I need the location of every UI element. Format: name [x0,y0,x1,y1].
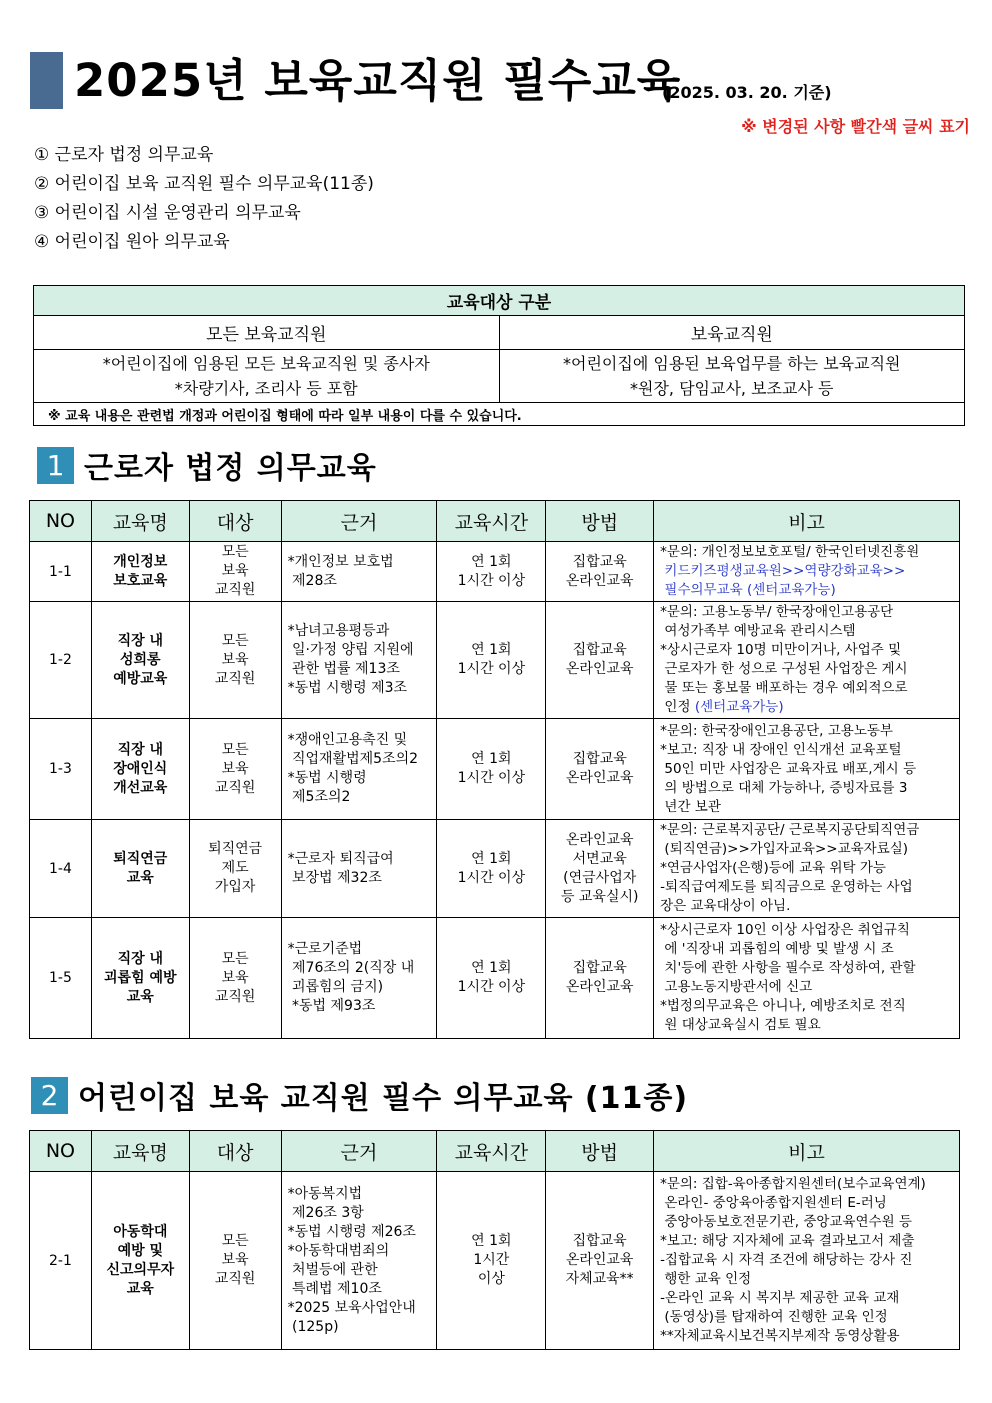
legal-basis-line: *남녀고용평등과 [287,623,390,639]
course-name-line: 보호교육 [113,572,168,589]
note-line: *문의: 한국장애인고용공단, 고용노동부 [660,722,893,739]
course-time [437,719,546,820]
legal-basis-line: 제5조의2 [287,789,351,805]
course-name-line: 개인정보 [113,553,168,570]
course-method [546,820,654,918]
note-line: 고용노동지방관서에 신고 [660,979,813,995]
course-time-line: 연 1회 [471,850,512,867]
row-number: 1-5 [30,918,92,1039]
course-time-line: 연 1회 [471,642,512,658]
course-time-line: 이상 [477,1271,505,1287]
table-row [30,820,960,918]
note-line: 중앙아동보호전문기관, 중앙교육연수원 등 [660,1214,912,1230]
col-header-target: 대상 [189,1131,281,1172]
legal-basis-line: 관한 법률 제13조 [287,661,400,677]
legal-basis-line: 보장법 제32조 [287,869,382,886]
note-line: *연금사업자(은행)등에 교육 위탁 가능 [660,860,886,876]
course-name-line: 성희롱 [120,651,161,668]
course-name [91,918,189,1039]
note-line: 치'등에 관한 사항을 필수로 작성하여, 관할 [660,960,916,976]
row-number: 1-1 [30,542,92,602]
course-note [654,602,960,719]
legal-basis-line: 제28조 [287,572,337,589]
target-right-line: *어린이집에 임용된 보육업무를 하는 보육교직원 [563,354,901,373]
note-line: -퇴직급여제도를 퇴직금으로 운영하는 사업 [660,879,913,895]
note-line: *상시근로자 10인 이상 사업장은 취업규칙 [660,922,910,938]
course-target-line: 보육 [221,969,249,986]
reference-date: (2025. 03. 20. 기준) [662,83,832,102]
section2-number: 2 [31,1077,68,1114]
note-line: *보고: 직장 내 장애인 인식개선 교육포털 [660,741,902,758]
course-target-line: 보육 [221,651,249,668]
course-target-line: 교직원 [214,988,256,1005]
note-line: 근로자가 한 성으로 구성된 사업장은 게시 [660,661,908,677]
course-time-line: 연 1회 [471,553,512,570]
table-row [30,719,960,820]
col-header-note: 비고 [654,501,960,542]
table-row [30,602,960,719]
course-name-line: 신고의무자 [106,1261,175,1278]
course-target [189,820,281,918]
course-method-line: 집합교육 [572,1233,627,1249]
course-time-line: 1시간 이상 [457,869,526,886]
col-header-no: NO [30,1131,92,1172]
page-title: 2025년 보육교직원 필수교육 [74,54,682,107]
course-target-line: 교직원 [214,582,256,598]
note-line: *문의: 고용노동부/ 한국장애인고용공단 [660,604,894,620]
legal-basis-line: 일·가정 양립 지원에 [287,642,414,658]
note-line: *문의: 개인정보보호포털/ 한국인터넷진흥원 [660,544,920,560]
course-time-line: 1시간 이상 [457,979,526,995]
course-target-line: 교직원 [214,670,256,687]
note-line: 필수의무교육 (센터교육가능) [660,582,836,598]
course-name-line: 직장 내 [117,950,164,967]
course-method-line: (연금사업자 [563,869,637,886]
course-name-line: 교육 [126,869,154,886]
course-method-line: 온라인교육 [565,572,634,589]
course-method-line: 온라인교육 [565,831,634,848]
section2-table [29,1130,960,1350]
col-header-method: 방법 [546,501,654,542]
course-target-line: 보육 [221,563,249,579]
col-header-name: 교육명 [91,501,189,542]
note-line: *문의: 근로복지공단/ 근로복지공단퇴직연금 [660,822,920,838]
target-left-line: *차량기사, 조리사 등 포함 [174,379,358,398]
course-method [546,602,654,719]
course-name-line: 장애인식 [113,760,168,777]
course-target-line: 제도 [221,860,249,876]
col-header-time: 교육시간 [437,501,546,542]
legal-basis [281,820,437,918]
toc-item: ① 근로자 법정 의무교육 [34,145,214,165]
legal-basis-line: *동법 시행령 [287,770,367,786]
course-method-line: 서면교육 [572,850,627,867]
course-target [189,1172,281,1350]
note-line: *상시근로자 10명 미만이거나, 사업주 및 [660,642,902,658]
course-time [437,1172,546,1350]
course-name-line: 아동학대 [113,1223,168,1240]
course-target-line: 보육 [221,760,249,777]
section1-number: 1 [37,447,74,484]
legal-basis [281,1172,437,1350]
legal-basis-line: 직업재활법제5조의2 [287,751,419,767]
legal-basis-line: *동법 제93조 [287,998,376,1014]
legal-basis-line: 특례법 제10조 [287,1280,382,1297]
section2-heading [31,1073,688,1117]
note-line: 인정 (센터교육가능) [660,699,784,715]
legal-basis-line: *근로기준법 [287,941,363,957]
note-line: 50인 미만 사업장은 교육자료 배포,게시 등 [660,760,917,777]
course-target-line: 교직원 [214,1271,256,1287]
course-time [437,542,546,602]
legal-basis-line: *쟁애인고용촉진 및 [287,732,408,748]
course-method-line: 집합교육 [572,553,627,570]
section2-rows [30,1172,960,1350]
course-name-line: 교육 [126,988,154,1005]
course-target [189,542,281,602]
legal-basis-line: *동법 시행령 제26조 [287,1223,416,1240]
note-line: *문의: 집합-육아종합지원센터(보수교육연계) [660,1176,926,1192]
section1-title: 근로자 법정 의무교육 [84,451,377,486]
course-name [91,602,189,719]
course-time [437,602,546,719]
legal-basis-line: *동법 시행령 제3조 [287,680,408,696]
section1-rows [30,542,960,1039]
course-target-line: 교직원 [214,779,256,796]
target-left-header: 모든 보육교직원 [34,316,500,350]
target-table-note: ※ 교육 내용은 관련법 개정과 어린이집 형태에 따라 일부 내용이 다를 수 있습니다. [34,403,965,426]
legal-basis [281,719,437,820]
row-number: 1-3 [30,719,92,820]
note-line: 원 대상교육실시 검토 필요 [660,1017,821,1033]
target-right-line: *원장, 담임교사, 보조교사 등 [630,379,834,398]
note-line: *법정의무교육은 아니나, 예방조치로 전직 [660,998,906,1014]
course-name-line: 퇴직연금 [113,850,168,867]
toc-list [34,141,374,257]
course-target [189,918,281,1039]
legal-basis [281,602,437,719]
course-name [91,542,189,602]
col-header-basis: 근거 [281,1131,437,1172]
note-line: 의 방법으로 대체 가능하나, 증빙자료를 3 [660,779,908,796]
legal-basis-line: 제26조 3항 [287,1204,364,1221]
course-name-line: 직장 내 [117,632,164,649]
course-method-line: 온라인교육 [565,979,634,995]
toc-item: ② 어린이집 보육 교직원 필수 의무교육(11종) [34,174,374,194]
legal-basis-line: *아동복지법 [287,1185,363,1202]
course-note [654,820,960,918]
legal-basis-line: *개인정보 보호법 [287,553,394,570]
legal-basis-line: *아동학대범죄의 [287,1242,390,1259]
course-target-line: 모든 [221,950,249,967]
note-line: **자체교육시보건복지부제작 동영상활용 [660,1328,900,1344]
note-line: -집합교육 시 자격 조건에 해당하는 강사 진 [660,1252,913,1268]
course-method-line: 등 교육실시) [560,888,639,905]
section1-heading [37,443,377,487]
col-header-note: 비고 [654,1131,960,1172]
section1-table [29,500,960,1039]
course-method-line: 자체교육** [565,1271,634,1287]
legal-basis [281,918,437,1039]
course-target-line: 모든 [221,1233,249,1249]
course-method [546,542,654,602]
course-time-line: 연 1회 [471,751,512,767]
course-name [91,719,189,820]
toc-item: ④ 어린이집 원아 의무교육 [34,232,230,252]
row-number: 2-1 [30,1172,92,1350]
course-target [189,602,281,719]
note-line: (퇴직연금)>>가입자교육>>교육자료실) [660,841,909,857]
table-row [30,918,960,1039]
target-left-line: *어린이집에 임용된 모든 보육교직원 및 종사자 [102,354,430,373]
course-target [189,719,281,820]
course-target-line: 가입자 [214,879,256,895]
course-time [437,820,546,918]
note-line: 행한 교육 인정 [660,1271,752,1287]
row-number: 1-4 [30,820,92,918]
course-name-line: 개선교육 [113,779,168,796]
target-table-title: 교육대상 구분 [34,286,965,316]
note-line: 온라인- 중앙육아종합지원센터 E-러닝 [660,1195,887,1211]
course-name-line: 직장 내 [117,741,164,758]
course-method-line: 온라인교육 [565,661,634,677]
change-note: ※ 변경된 사항 빨간색 글씨 표기 [741,117,970,136]
course-time-line: 연 1회 [471,1233,512,1249]
course-name-line: 괴롭힘 예방 [104,969,177,986]
course-target-line: 모든 [221,741,249,758]
course-time-line: 연 1회 [471,960,512,976]
course-name-line: 예방교육 [113,670,168,687]
course-name-line: 예방 및 [117,1242,164,1259]
course-note [654,1172,960,1350]
note-line: (동영상)를 탑재하여 진행한 교육 인정 [660,1309,888,1325]
note-line: 년간 보관 [660,798,721,815]
course-time [437,918,546,1039]
note-line: 여성가족부 예방교육 관리시스템 [660,623,856,639]
note-line: *보고: 해당 지자체에 교육 결과보고서 제출 [660,1233,915,1249]
course-method [546,1172,654,1350]
course-note [654,542,960,602]
table-row [30,1172,960,1350]
col-header-method: 방법 [546,1131,654,1172]
col-header-name: 교육명 [91,1131,189,1172]
course-method-line: 온라인교육 [565,1252,634,1268]
target-right-header: 보육교직원 [499,316,965,350]
legal-basis-line: *2025 보육사업안내 [287,1299,416,1316]
course-target-line: 모든 [221,544,249,560]
course-note [654,719,960,820]
course-method [546,719,654,820]
toc-item: ③ 어린이집 시설 운영관리 의무교육 [34,203,301,223]
course-time-line: 1시간 이상 [457,770,526,786]
course-method [546,918,654,1039]
course-method-line: 온라인교육 [565,770,634,786]
note-line: 에 '직장내 괴롭힘의 예방 및 발생 시 조 [660,941,894,957]
legal-basis-line: 제76조의 2(직장 내 [287,960,415,976]
legal-basis-line: (125p) [287,1318,339,1335]
target-left-body [34,350,500,403]
course-name-line: 교육 [126,1280,154,1297]
course-target-line: 보육 [221,1252,249,1268]
legal-basis-line: *근로자 퇴직급여 [287,850,394,867]
legal-basis-line: 처벌등에 관한 [287,1261,378,1278]
course-method-line: 집합교육 [572,642,627,658]
note-line: -온라인 교육 시 복지부 제공한 교육 교재 [660,1290,900,1306]
section2-title: 어린이집 보육 교직원 필수 의무교육 (11종) [78,1081,689,1116]
legal-basis [281,542,437,602]
table-row [30,542,960,602]
title-accent-bar [30,52,63,109]
col-header-time: 교육시간 [437,1131,546,1172]
course-time-line: 1시간 이상 [457,572,526,589]
col-header-basis: 근거 [281,501,437,542]
course-method-line: 집합교육 [572,751,627,767]
course-time-line: 1시간 [473,1252,510,1268]
course-target-line: 퇴직연금 [208,841,263,857]
col-header-target: 대상 [189,501,281,542]
note-line: 물 또는 홍보물 배포하는 경우 예외적으로 [660,680,908,696]
target-table [33,285,965,426]
course-target-line: 모든 [221,632,249,649]
note-line: 키드키즈평생교육원>>역량강화교육>> [660,563,906,579]
course-name [91,1172,189,1350]
note-line: 장은 교육대상이 아님. [660,898,791,914]
row-number: 1-2 [30,602,92,719]
course-method-line: 집합교육 [572,960,627,976]
legal-basis-line: 괴롭힘의 금지) [287,979,384,995]
course-time-line: 1시간 이상 [457,661,526,677]
target-right-body [499,350,965,403]
course-name [91,820,189,918]
course-note [654,918,960,1039]
col-header-no: NO [30,501,92,542]
